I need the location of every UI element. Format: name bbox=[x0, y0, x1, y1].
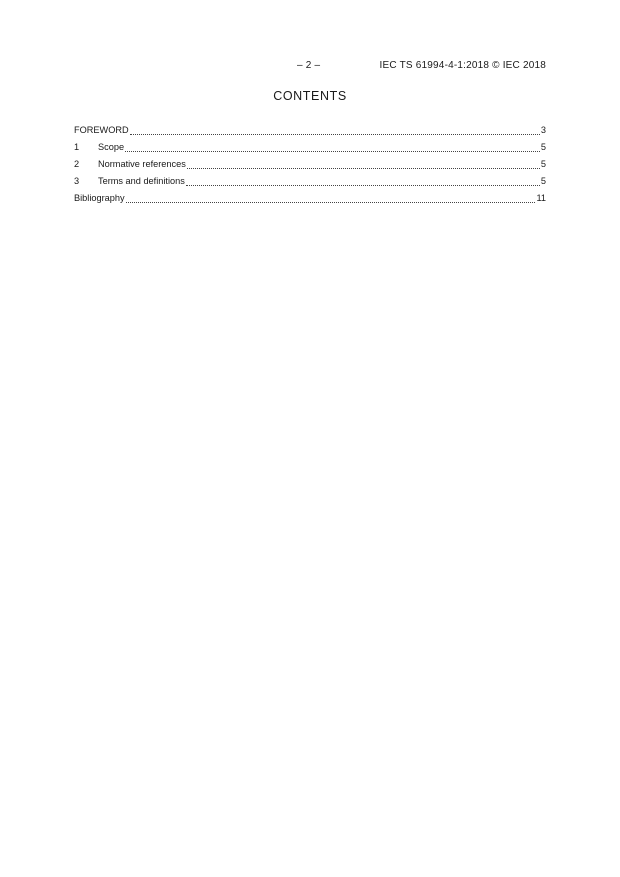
toc-entry-label: Bibliography bbox=[74, 193, 125, 203]
toc-entry-scope[interactable] bbox=[74, 141, 546, 158]
document-identifier: IEC TS 61994-4-1:2018 © IEC 2018 bbox=[379, 60, 546, 71]
table-of-contents bbox=[74, 124, 546, 209]
toc-entry-bibliography[interactable] bbox=[74, 192, 546, 209]
page-header bbox=[0, 60, 620, 74]
dot-leader bbox=[126, 202, 536, 203]
toc-entry-label: FOREWORD bbox=[74, 125, 129, 135]
contents-title: CONTENTS bbox=[273, 89, 347, 103]
toc-entry-foreword[interactable] bbox=[74, 124, 546, 141]
toc-entry-page: 5 bbox=[540, 142, 546, 152]
toc-entry-label: Terms and definitions bbox=[98, 176, 185, 186]
toc-entry-number: 3 bbox=[74, 176, 80, 186]
dot-leader bbox=[187, 168, 540, 169]
toc-entry-page: 11 bbox=[536, 193, 546, 203]
toc-entry-page: 5 bbox=[540, 176, 546, 186]
dot-leader bbox=[186, 185, 540, 186]
dot-leader bbox=[130, 134, 540, 135]
toc-entry-normative-references[interactable] bbox=[74, 158, 546, 175]
toc-entry-number: 2 bbox=[74, 159, 80, 169]
toc-entry-page: 5 bbox=[540, 159, 546, 169]
toc-entry-page: 3 bbox=[540, 125, 546, 135]
dot-leader bbox=[125, 151, 540, 152]
toc-entry-label: Scope bbox=[98, 142, 125, 152]
toc-entry-label: Normative references bbox=[98, 159, 186, 169]
page-number: – 2 – bbox=[297, 60, 321, 71]
toc-entry-terms-and-definitions[interactable] bbox=[74, 175, 546, 192]
toc-entry-number: 1 bbox=[74, 142, 80, 152]
